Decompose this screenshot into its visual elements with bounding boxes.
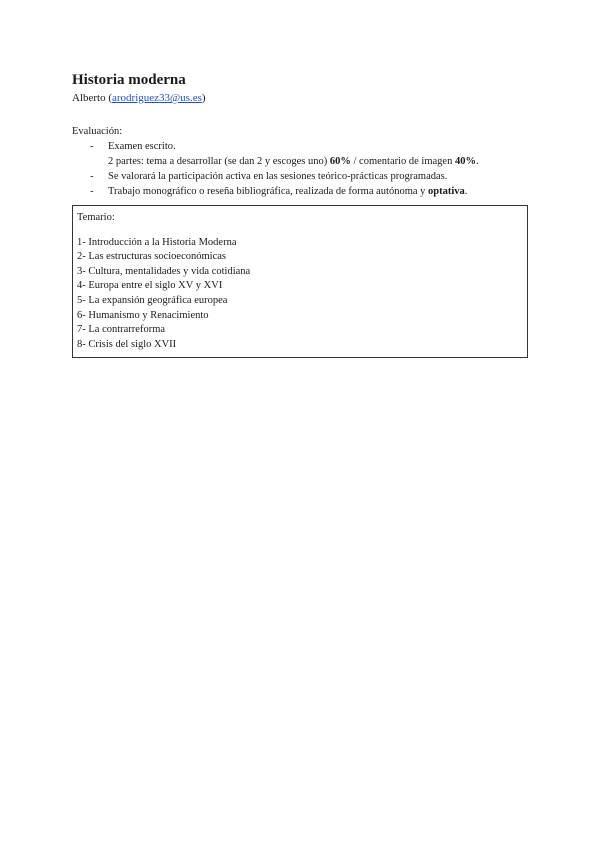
exam-weight-written: 60% [329,156,351,167]
exam-detail [108,154,528,169]
evaluation-item-text: Trabajo monográfico o reseña bibliográfica, realizada de forma autónoma y [108,186,429,197]
topic-item: 8- Crisis del siglo XVII [77,338,177,350]
evaluation-item-text: Examen escrito. [108,141,176,152]
topic-list [77,236,523,353]
author-line [72,90,528,106]
topic-item: 4- Europa entre el siglo XV y XVI [77,280,223,292]
topic-item: 3- Cultura, mentalidades y vida cotidiana [77,265,251,277]
topic-item: 2- Las estructuras socioeconómicas [77,251,226,263]
evaluation-label: Evaluación: [72,126,123,137]
author-suffix: ) [201,92,206,104]
topic-item: 1- Introducción a la Historia Moderna [77,236,237,248]
evaluation-item [72,184,528,199]
list-dash: - [90,141,94,152]
exam-detail-text: / comentario de imagen [350,156,455,167]
topic-item: 5- La expansión geográfica europea [77,294,228,306]
evaluation-item [72,139,528,169]
exam-weight-image: 40% [454,156,476,167]
list-dash: - [90,171,94,182]
evaluation-section [72,124,528,199]
document-title: Historia moderna [72,72,186,88]
list-dash: - [90,186,94,197]
evaluation-item [72,169,528,184]
author-name: Alberto ( [72,92,113,104]
author-email-link[interactable]: arodriguez33@us.es [112,92,202,104]
temario-box [72,205,528,358]
evaluation-item-bold: optativa [428,186,465,197]
evaluation-list [72,139,528,199]
temario-label: Temario: [77,212,115,223]
evaluation-item-text: . [464,186,468,197]
exam-detail-text: . [475,156,479,167]
topic-item: 7- La contrarreforma [77,324,166,336]
exam-detail-text: 2 partes: tema a desarrollar (se dan 2 y escoges uno) [108,156,330,167]
topic-item: 6- Humanismo y Renacimiento [77,309,209,321]
document-page [72,70,528,358]
evaluation-item-text: Se valorará la participación activa en las sesiones teórico-prácticas programadas. [108,171,448,182]
